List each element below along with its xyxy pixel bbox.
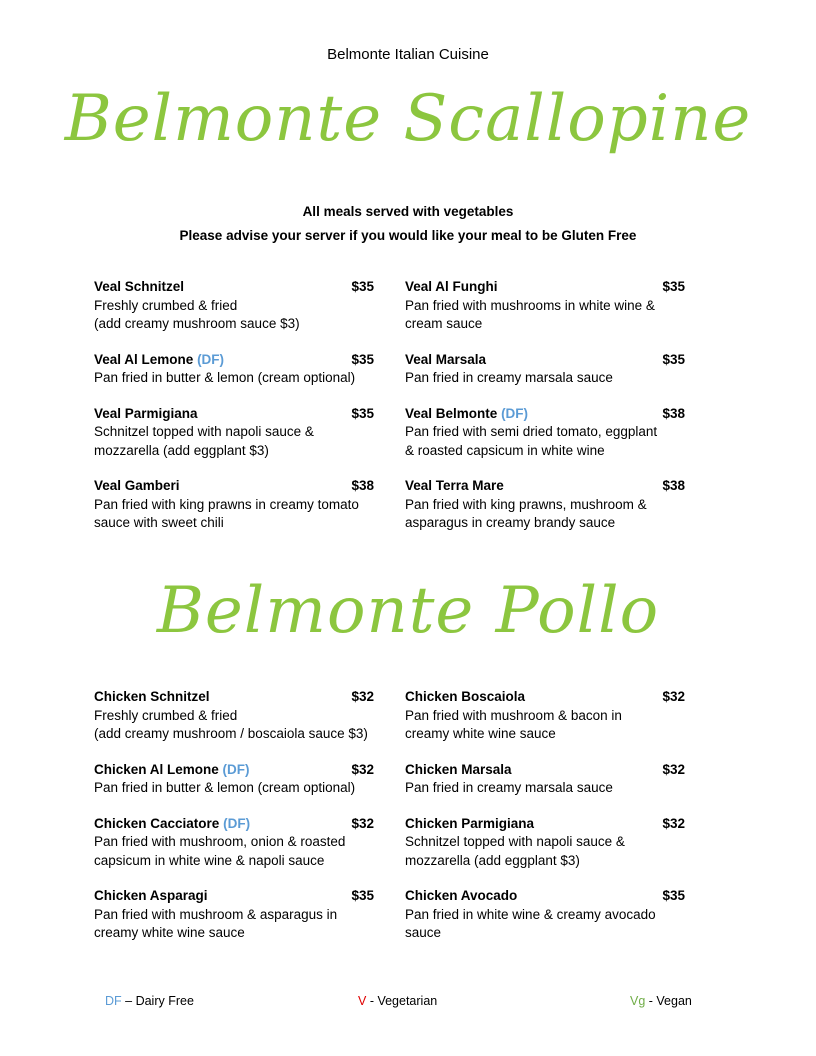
menu-item <box>405 688 685 744</box>
item-name: Chicken Avocado <box>405 888 518 903</box>
legend-vegan <box>630 994 692 1008</box>
dairy-free-tag: (DF) <box>223 815 251 831</box>
item-name: Chicken Cacciatore <box>94 815 220 831</box>
item-name: Veal Gamberi <box>94 478 180 493</box>
item-name: Veal Marsala <box>405 351 487 367</box>
legend-dairy-free <box>105 994 194 1008</box>
menu-item <box>94 477 374 533</box>
item-price: $32 <box>662 815 685 831</box>
menu-item <box>94 351 374 388</box>
item-description: Pan fried with king prawns in creamy tomato sauce with sweet chili <box>94 496 359 530</box>
item-price: $38 <box>662 478 685 493</box>
item-description: Pan fried in creamy marsala sauce <box>405 780 613 795</box>
note-gluten-free: Please advise your server if you would like your meal to be Gluten Free <box>179 228 637 243</box>
restaurant-name: Belmonte Italian Cuisine <box>327 46 489 63</box>
item-description: Freshly crumbed & fried (add creamy mushroom sauce $3) <box>94 297 300 331</box>
legend-vegetarian <box>358 994 437 1008</box>
dairy-free-tag: (DF) <box>501 405 529 421</box>
menu-item <box>405 477 685 533</box>
item-name: Veal Al Funghi <box>405 279 498 294</box>
item-description: Pan fried in creamy marsala sauce <box>405 370 613 385</box>
item-price: $32 <box>351 689 374 704</box>
menu-notes <box>0 200 816 248</box>
menu-item <box>405 815 685 871</box>
section-title-scallopine: Belmonte Scallopine <box>64 82 752 156</box>
dairy-free-tag: (DF) <box>222 761 250 777</box>
item-price: $32 <box>351 815 374 831</box>
item-price: $35 <box>662 888 685 903</box>
item-name: Veal Parmigiana <box>94 405 198 421</box>
item-price: $35 <box>351 405 374 421</box>
item-description: Schnitzel topped with napoli sauce & mozzarella (add eggplant $3) <box>405 834 625 868</box>
item-description: Pan fried with mushrooms in white wine & cream sauce <box>405 297 655 331</box>
legend-code: DF <box>105 994 122 1008</box>
dairy-free-tag: (DF) <box>197 351 225 367</box>
pollo-menu <box>94 688 684 960</box>
note-vegetables: All meals served with vegetables <box>302 204 514 219</box>
item-name: Chicken Schnitzel <box>94 689 210 704</box>
item-name: Veal Belmonte <box>405 405 498 421</box>
item-description: Schnitzel topped with napoli sauce & mozzarella (add eggplant $3) <box>94 424 314 458</box>
item-description: Pan fried in white wine & creamy avocado sauce <box>405 906 656 940</box>
item-price: $38 <box>351 478 374 493</box>
item-name: Chicken Al Lemone <box>94 761 219 777</box>
menu-item <box>94 688 374 744</box>
item-description: Pan fried with semi dried tomato, eggplant & roasted capsicum in white wine <box>405 424 658 458</box>
item-name: Chicken Boscaiola <box>405 689 526 704</box>
menu-item <box>94 887 374 943</box>
item-name: Chicken Parmigiana <box>405 815 535 831</box>
section-title-pollo: Belmonte Pollo <box>156 574 660 648</box>
menu-item <box>405 887 685 943</box>
item-price: $35 <box>662 351 685 367</box>
item-name: Chicken Asparagi <box>94 888 208 903</box>
legend-code: Vg <box>630 994 646 1008</box>
item-price: $32 <box>662 761 685 777</box>
item-price: $32 <box>351 761 374 777</box>
item-name: Chicken Marsala <box>405 761 512 777</box>
menu-item <box>94 761 374 798</box>
menu-item <box>405 278 685 334</box>
scallopine-menu <box>94 278 684 550</box>
menu-item <box>405 351 685 388</box>
item-name: Veal Al Lemone <box>94 351 194 367</box>
item-description: Pan fried with mushroom & bacon in creamy white wine sauce <box>405 707 622 741</box>
item-price: $35 <box>351 888 374 903</box>
item-price: $32 <box>662 689 685 704</box>
menu-item <box>94 815 374 871</box>
menu-item <box>94 405 374 461</box>
item-price: $35 <box>351 279 374 294</box>
item-price: $35 <box>351 351 374 367</box>
item-description: Pan fried with king prawns, mushroom & asparagus in creamy brandy sauce <box>405 496 647 530</box>
item-description: Pan fried with mushroom, onion & roasted capsicum in white wine & napoli sauce <box>94 834 346 868</box>
legend-text: - Vegan <box>645 994 692 1008</box>
item-price: $38 <box>662 405 685 421</box>
menu-item <box>94 278 374 334</box>
legend-code: V <box>358 994 367 1008</box>
item-description: Pan fried in butter & lemon (cream optional) <box>94 370 356 385</box>
menu-item <box>405 761 685 798</box>
legend-text: – Dairy Free <box>121 994 194 1008</box>
item-description: Pan fried in butter & lemon (cream optional) <box>94 780 356 795</box>
item-name: Veal Terra Mare <box>405 478 504 493</box>
item-name: Veal Schnitzel <box>94 279 185 294</box>
menu-item <box>405 405 685 461</box>
item-price: $35 <box>662 279 685 294</box>
item-description: Freshly crumbed & fried (add creamy mushroom / boscaiola sauce $3) <box>94 707 368 741</box>
item-description: Pan fried with mushroom & asparagus in creamy white wine sauce <box>94 906 338 940</box>
legend-text: - Vegetarian <box>366 994 438 1008</box>
